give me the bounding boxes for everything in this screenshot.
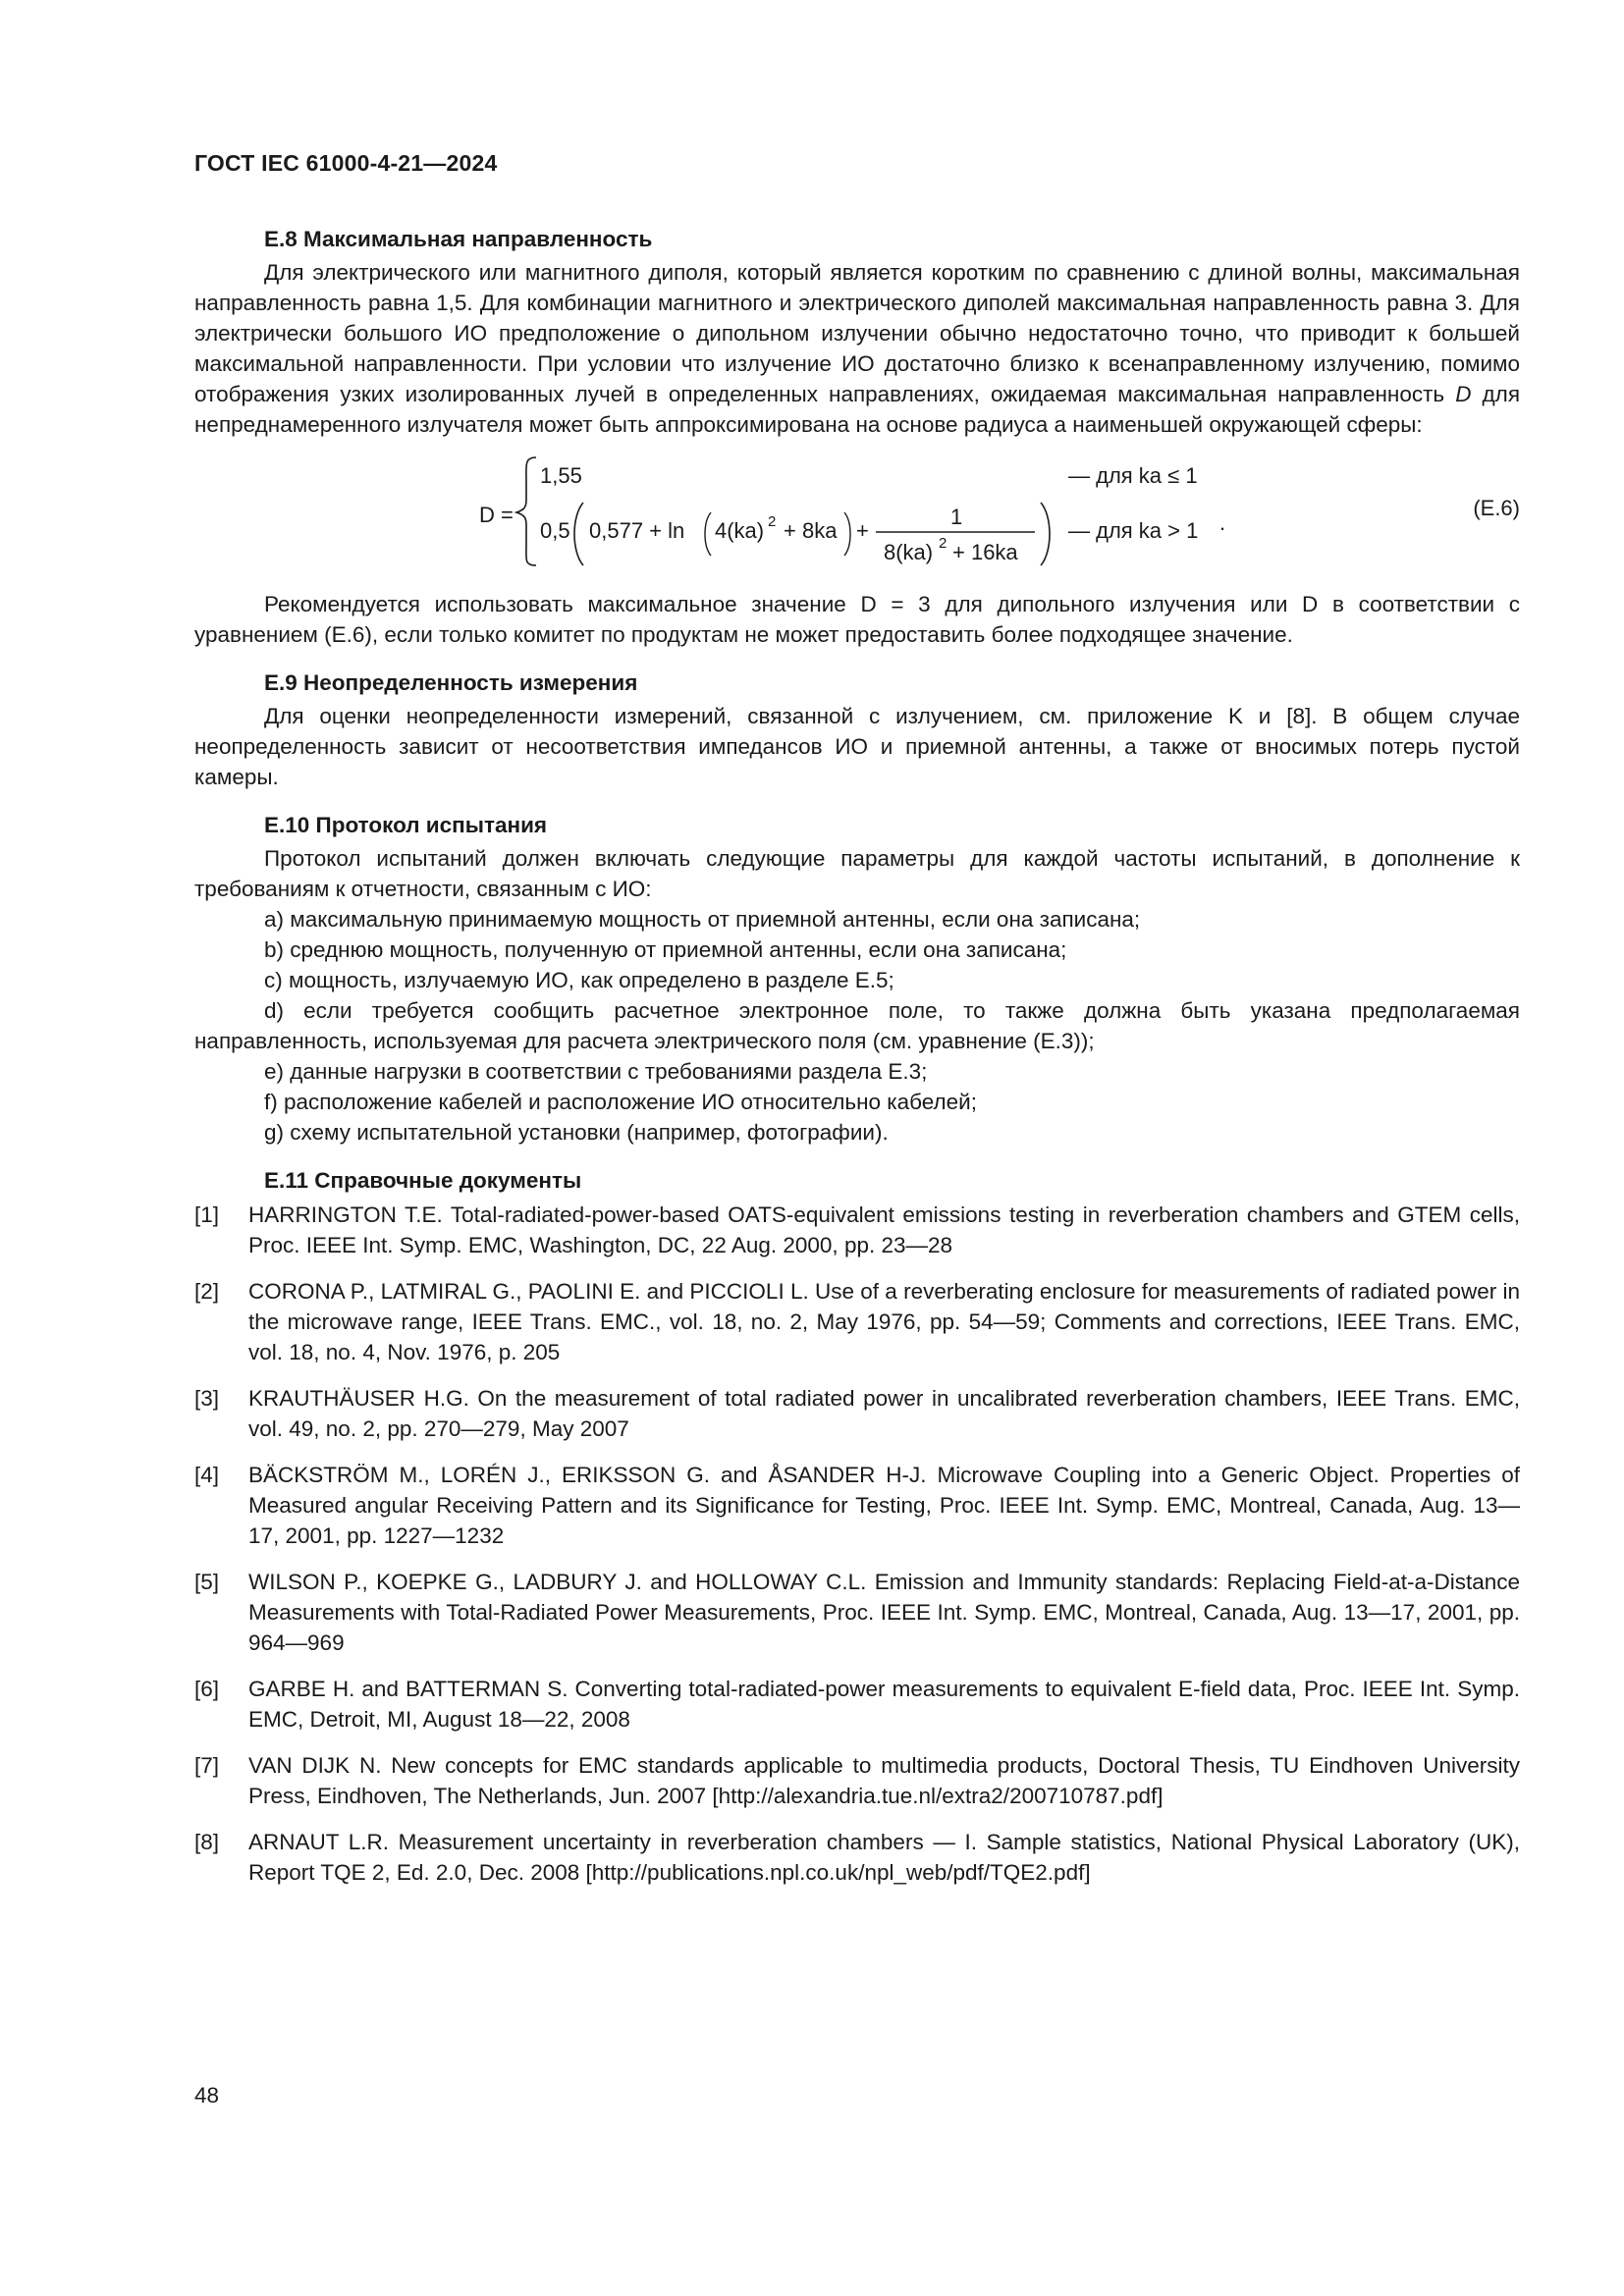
section-e10 [194,810,1520,1148]
paragraph: Протокол испытаний должен включать следующие параметры для каждой частоты испытаний, в дополнение к требованиям к отчетности, связанным с ИО: [194,846,1520,901]
equation-e6 [194,452,1520,569]
list-item: c) мощность, излучаемую ИО, как определено в разделе E.5; [264,968,894,992]
reference-number: [5] [194,1570,220,1594]
reference-number: [3] [194,1386,220,1411]
fraction-denominator: 8(ka) [884,540,934,564]
paragraph-text: для непреднамеренного излучателя может быть аппроксимирована на основе радиуса a наименьшей окружающей сферы: [194,382,1520,437]
list-item: g) схему испытательной установки (например, фотографии). [264,1120,889,1145]
section-e9 [194,667,1520,792]
variable-d: D [1455,382,1472,406]
list-item: a) максимальную принимаемую мощность от приемной антенны, если она записана; [264,907,1141,932]
paren-close-inner [844,512,850,556]
reference-number: [4] [194,1463,220,1487]
list-item: b) среднюю мощность, полученную от приемной антенны, если она записана; [264,937,1067,962]
reference-text: GARBE H. and BATTERMAN S. Converting total-radiated-power measurements to equivalent E-field data, Proc. IEEE Int. Symp. EMC, Detroit, MI, August 18—22, 2008 [248,1677,1520,1732]
reference-item [194,1460,1520,1551]
reference-number: [6] [194,1677,220,1701]
case-2-const: 0,577 + ln [589,518,685,543]
page-number: 48 [194,2083,220,2108]
reference-number: [2] [194,1279,220,1304]
equation-number: (E.6) [1473,496,1520,520]
case-2-exp: 2 [768,513,777,530]
section-title: E.10 Протокол испытания [264,813,548,837]
reference-item [194,1276,1520,1367]
document-header: ГОСТ IEC 61000-4-21—2024 [194,150,498,176]
section-title: E.9 Неопределенность измерения [264,670,638,695]
reference-text: HARRINGTON T.E. Total-radiated-power-based OATS-equivalent emissions testing in reverberation chambers and GTEM cells, Proc. IEEE Int. Symp. EMC, Washington, DC, 22 Aug. 2000, pp. 23—28 [248,1202,1520,1257]
paragraph: Для оценки неопределенности измерений, связанной с излучением, см. приложение K и [8]. В общем случае неопределенность зависит от несоответствия импедансов ИО и приемной антенны, а также от вносимых потерь пустой камеры. [194,704,1520,789]
reference-item [194,1674,1520,1735]
reference-text: BÄCKSTRÖM M., LORÉN J., ERIKSSON G. and ÅSANDER H-J. Microwave Coupling into a Generic Object. Properties of Measured angular Receiving Pattern and its Significance for Testing, Proc. IEEE Int. Symp. EMC, Montreal, Canada, Aug. 13—17, 2001, pp. 1227—1232 [248,1463,1520,1548]
reference-text: VAN DIJK N. New concepts for EMC standards applicable to multimedia products, Doctoral Thesis, TU Eindhoven University Press, Eindhoven, The Netherlands, Jun. 2007 [http://alexandria.tue.nl/extra2/200710787.pdf] [248,1753,1520,1808]
list-item: f) расположение кабелей и расположение ИО относительно кабелей; [264,1090,977,1114]
reference-item [194,1383,1520,1444]
paren-open [574,503,583,565]
section-e11 [194,1165,1520,1888]
reference-text: WILSON P., KOEPKE G., LADBURY J. and HOLLOWAY C.L. Emission and Immunity standards: Replacing Field-at-a-Distance Measurements with Total-Radiated Power Measurements, Proc. IEEE Int. Symp. EMC, Montreal, Canada, Aug. 13—17, 2001, pp. 964—969 [248,1570,1520,1655]
paren-close [1041,503,1050,565]
list-item: d) если требуется сообщить расчетное электронное поле, то также должна быть указана предполагаемая направленность, используемая для расчета электрического поля (см. уравнение (E.3)); [194,998,1520,1053]
reference-text: ARNAUT L.R. Measurement uncertainty in reverberation chambers — I. Sample statistics, National Physical Laboratory (UK), Report TQE 2, Ed. 2.0, Dec. 2008 [http://publications.npl.co.uk/npl_web/pdf/TQE2.pdf] [248,1830,1520,1885]
case-2-coef: 0,5 [540,518,570,543]
reference-list [194,1200,1520,1888]
paragraph [194,257,1520,440]
reference-item [194,1750,1520,1811]
section-title: E.8 Максимальная направленность [264,227,653,251]
equation-dot: . [1219,510,1226,535]
fraction-denominator-exp: 2 [939,535,947,552]
paragraph: Рекомендуется использовать максимальное значение D = 3 для дипольного излучения или D в соответствии с уравнением (E.6), если только комитет по продуктам не может предоставить более подходящее значение. [194,592,1520,647]
equation-graphic [479,452,1422,569]
reference-text: KRAUTHÄUSER H.G. On the measurement of total radiated power in uncalibrated reverberation chambers, IEEE Trans. EMC, vol. 49, no. 2, pp. 270—279, May 2007 [248,1386,1520,1441]
case-1-value: 1,55 [540,463,582,488]
reference-item [194,1200,1520,1260]
case-2-term-b: + 8ka [784,518,838,543]
paragraph-text: Для электрического или магнитного диполя, который является коротким по сравнению с длиной волны, максимальная направленность равна 1,5. Для комбинации магнитного и электрического диполей максимальная направленность равна 3. Для электрически большого ИО предположение о дипольном излучении обычно недостаточно точно, что приводит к большей максимальной направленности. При условии что излучение ИО достаточно близко к всенаправленному излучению, помимо отображения узких изолированных лучей в определенных направлениях, ожидаемая максимальная направленность [194,260,1520,406]
section-title: E.11 Справочные документы [264,1168,582,1193]
reference-number: [8] [194,1830,220,1854]
plus-sign: + [856,518,869,543]
case-1-condition: — для ka ≤ 1 [1068,463,1198,488]
reference-item [194,1827,1520,1888]
reference-text: CORONA P., LATMIRAL G., PAOLINI E. and PICCIOLI L. Use of a reverberating enclosure for measurements of radiated power in the microwave range, IEEE Trans. EMC., vol. 18, no. 2, May 1976, pp. 54—59; Comments and corrections, IEEE Trans. EMC, vol. 18, no. 4, Nov. 1976, p. 205 [248,1279,1520,1364]
section-e8 [194,224,1520,650]
fraction-numerator: 1 [950,505,963,529]
page-content [194,224,1520,1905]
curly-brace [516,457,536,565]
reference-item [194,1567,1520,1658]
reference-number: [7] [194,1753,220,1778]
equation-lhs: D = [479,503,514,527]
reference-number: [1] [194,1202,220,1227]
fraction-denominator-b: + 16ka [952,540,1018,564]
case-2-condition: — для ka > 1 [1068,518,1199,543]
case-2-term: 4(ka) [715,518,765,543]
list-item: e) данные нагрузки в соответствии с требованиями раздела E.3; [264,1059,928,1084]
paren-open-inner [705,512,711,556]
